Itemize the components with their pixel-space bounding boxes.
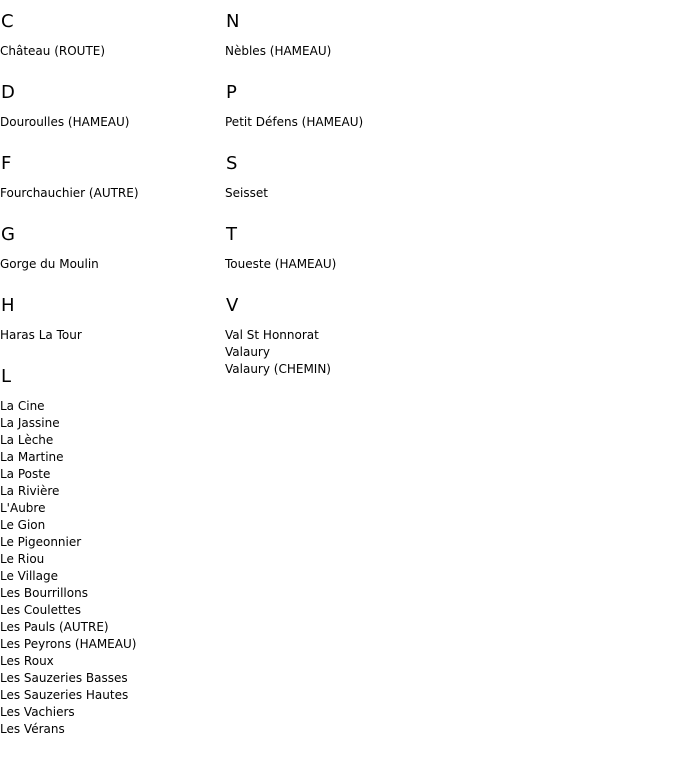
letter-group [225,83,525,131]
entry-list [0,327,220,344]
place-entry[interactable]: La Jassine [0,416,60,430]
place-entry[interactable]: Les Pauls (AUTRE) [0,620,109,634]
place-entry[interactable]: L'Aubre [0,501,46,515]
letter-group [0,225,220,273]
entry-list [0,43,220,60]
place-entry[interactable]: Les Sauzeries Basses [0,671,128,685]
place-entry[interactable]: La Lèche [0,433,54,447]
place-entry[interactable]: Les Roux [0,654,54,668]
letter-group [0,154,220,202]
letter-group [225,154,525,202]
letter-group [225,225,525,273]
place-entry[interactable]: Les Peyrons (HAMEAU) [0,637,137,651]
letter-group [0,296,220,344]
place-entry[interactable]: Château (ROUTE) [0,44,106,58]
place-entry[interactable]: Les Bourrillons [0,586,88,600]
place-entry[interactable]: Les Sauzeries Hautes [0,688,129,702]
place-entry[interactable]: Valaury (CHEMIN) [225,362,331,376]
place-entry[interactable]: Le Gion [0,518,46,532]
place-entry[interactable]: Val St Honnorat [225,328,319,342]
section-letter-heading: L [1,366,12,387]
place-entry[interactable]: Les Vachiers [0,705,75,719]
section-letter-heading: N [226,11,240,32]
section-letter-heading: T [226,224,237,245]
place-entry[interactable]: Haras La Tour [0,328,82,342]
entry-list [0,185,220,202]
entry-list [225,185,525,202]
entry-list [225,327,525,378]
section-letter-heading: H [1,295,15,316]
letter-group [0,367,220,738]
letter-group [0,83,220,131]
place-entry[interactable]: Valaury [225,345,270,359]
place-entry[interactable]: La Cine [0,399,45,413]
place-entry[interactable]: Nèbles (HAMEAU) [225,44,332,58]
place-entry[interactable]: La Poste [0,467,51,481]
place-entry[interactable]: Gorge du Moulin [0,257,99,271]
place-entry[interactable]: Fourchauchier (AUTRE) [0,186,139,200]
place-entry[interactable]: Douroulles (HAMEAU) [0,115,130,129]
entry-list [0,256,220,273]
section-letter-heading: F [1,153,12,174]
place-entry[interactable]: Les Vérans [0,722,65,736]
place-entry[interactable]: Le Pigeonnier [0,535,82,549]
place-entry[interactable]: La Rivière [0,484,60,498]
place-entry[interactable]: Le Riou [0,552,45,566]
entry-list [225,114,525,131]
section-letter-heading: G [1,224,15,245]
section-letter-heading: C [1,11,14,32]
index-column-left [0,0,220,761]
entry-list [225,256,525,273]
place-entry[interactable]: Seisset [225,186,268,200]
place-entry[interactable]: Le Village [0,569,58,583]
place-entry[interactable]: Petit Défens (HAMEAU) [225,115,364,129]
place-entry[interactable]: Toueste (HAMEAU) [225,257,337,271]
section-letter-heading: P [226,82,237,103]
section-letter-heading: S [226,153,238,174]
place-entry[interactable]: Les Coulettes [0,603,82,617]
section-letter-heading: D [1,82,15,103]
entry-list [0,398,220,738]
place-entry[interactable]: La Martine [0,450,64,464]
letter-group [225,12,525,60]
letter-group [225,296,525,378]
index-column-right [225,0,525,401]
section-letter-heading: V [226,295,239,316]
entry-list [0,114,220,131]
entry-list [225,43,525,60]
letter-group [0,12,220,60]
